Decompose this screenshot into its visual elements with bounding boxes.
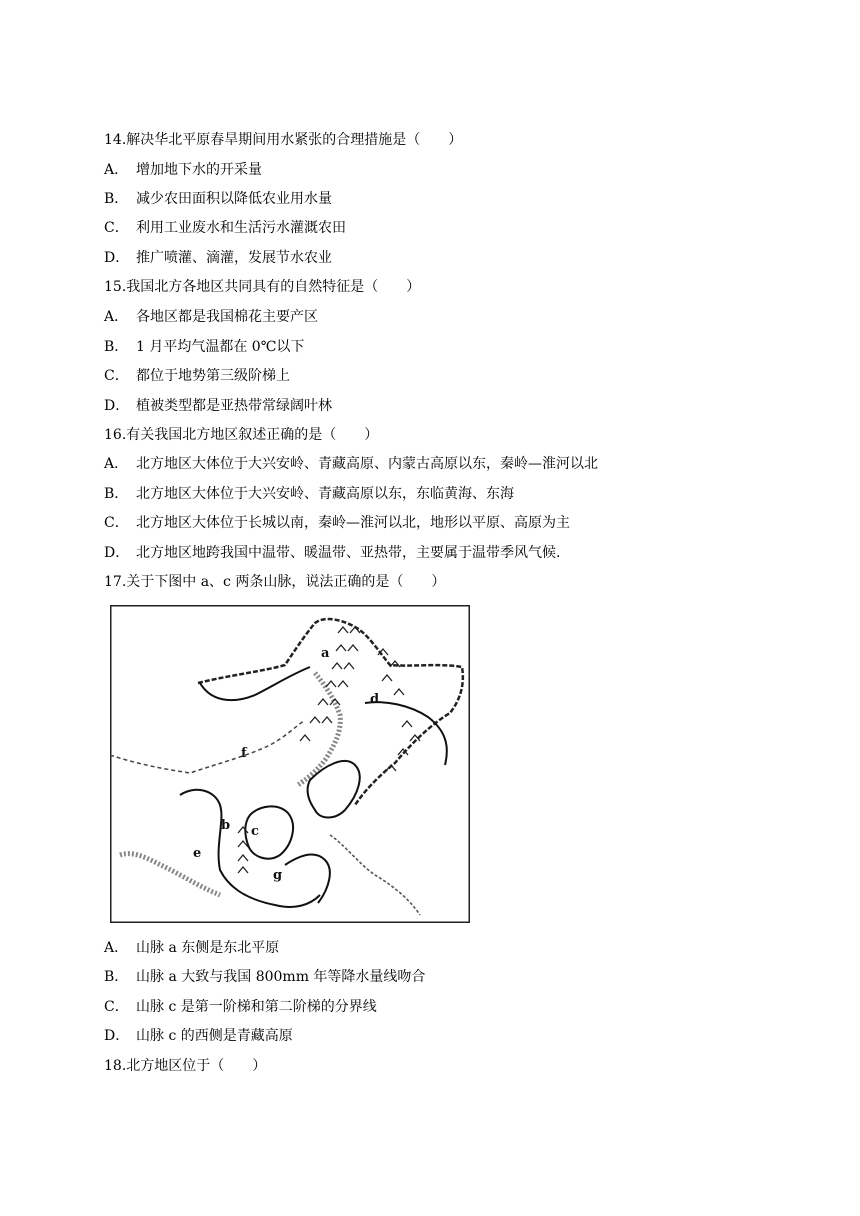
option-label: A． (104, 309, 129, 325)
option-text: 各地区都是我国棉花主要产区 (136, 309, 318, 325)
option-text: 增加地下水的开采量 (136, 162, 262, 178)
question-15-stem: 15.我国北方各地区共同具有的自然特征是（ ） (104, 279, 421, 295)
option-text: 植被类型都是亚热带常绿阔叶林 (136, 398, 332, 414)
question-17-stem: 17.关于下图中 a、c 两条山脉，说法正确的是（ ） (104, 574, 446, 590)
option-text: 山脉 c 的西侧是青藏高原 (136, 1028, 293, 1044)
question-14-option-a (104, 160, 262, 180)
option-text: 山脉 a 东侧是东北平原 (136, 940, 280, 956)
question-17-option-d (104, 1026, 293, 1046)
option-text: 北方地区地跨我国中温带、暖温带、亚热带，主要属于温带季风气候. (136, 545, 561, 561)
question-16-stem: 16.有关我国北方地区叙述正确的是（ ） (104, 427, 379, 443)
option-label: B． (104, 339, 129, 355)
question-14-stem: 14.解决华北平原春旱期间用水紧张的合理措施是（ ） (104, 132, 463, 148)
option-label: C． (104, 368, 129, 384)
question-15-option-c (104, 366, 290, 386)
option-label: D． (104, 1028, 130, 1044)
option-label: D． (104, 250, 130, 266)
question-15-option-a (104, 307, 318, 327)
option-label: A． (104, 456, 129, 472)
map-label-b: b (221, 818, 231, 833)
map-label-d: d (370, 692, 380, 707)
question-14-option-c (104, 218, 346, 238)
question-16-option-b (104, 484, 514, 504)
map-label-a: a (321, 646, 330, 661)
question-15-option-d (104, 396, 332, 416)
option-label: B． (104, 969, 129, 985)
option-text: 山脉 a 大致与我国 800mm 年等降水量线吻合 (136, 969, 426, 985)
map-frame (111, 606, 470, 923)
map-label-f: f (241, 746, 247, 761)
option-text: 利用工业废水和生活污水灌溉农田 (136, 220, 346, 236)
question-17-option-a (104, 938, 279, 958)
option-text: 北方地区大体位于大兴安岭、青藏高原、内蒙古高原以东，秦岭—淮河以北 (136, 456, 598, 472)
option-text: 1 月平均气温都在 0℃以下 (136, 339, 305, 355)
map-label-e: e (193, 846, 202, 861)
option-text: 北方地区大体位于大兴安岭、青藏高原以东，东临黄海、东海 (136, 486, 514, 502)
question-16-option-c (104, 513, 570, 533)
north-china-map (110, 605, 470, 923)
option-label: D． (104, 545, 130, 561)
question-17-option-c (104, 997, 377, 1017)
option-text: 山脉 c 是第一阶梯和第二阶梯的分界线 (136, 999, 377, 1015)
option-label: C． (104, 220, 129, 236)
question-14-option-d (104, 248, 332, 268)
option-label: A． (104, 162, 129, 178)
option-label: B． (104, 486, 129, 502)
option-text: 减少农田面积以降低农业用水量 (136, 191, 332, 207)
map-label-g: g (273, 868, 283, 883)
question-16-option-a (104, 454, 598, 474)
map-label-c: c (251, 824, 259, 839)
question-17-option-b (104, 967, 425, 987)
option-text: 北方地区大体位于长城以南，秦岭—淮河以北，地形以平原、高原为主 (136, 515, 570, 531)
option-label: C． (104, 999, 129, 1015)
question-14-option-b (104, 189, 332, 209)
question-18-stem: 18.北方地区位于（ ） (104, 1058, 267, 1074)
option-label: B． (104, 191, 129, 207)
option-text: 都位于地势第三级阶梯上 (136, 368, 290, 384)
option-text: 推广喷灌、滴灌，发展节水农业 (136, 250, 332, 266)
question-16-option-d (104, 543, 560, 563)
question-15-option-b (104, 337, 304, 357)
option-label: D． (104, 398, 130, 414)
option-label: A． (104, 940, 129, 956)
option-label: C． (104, 515, 129, 531)
